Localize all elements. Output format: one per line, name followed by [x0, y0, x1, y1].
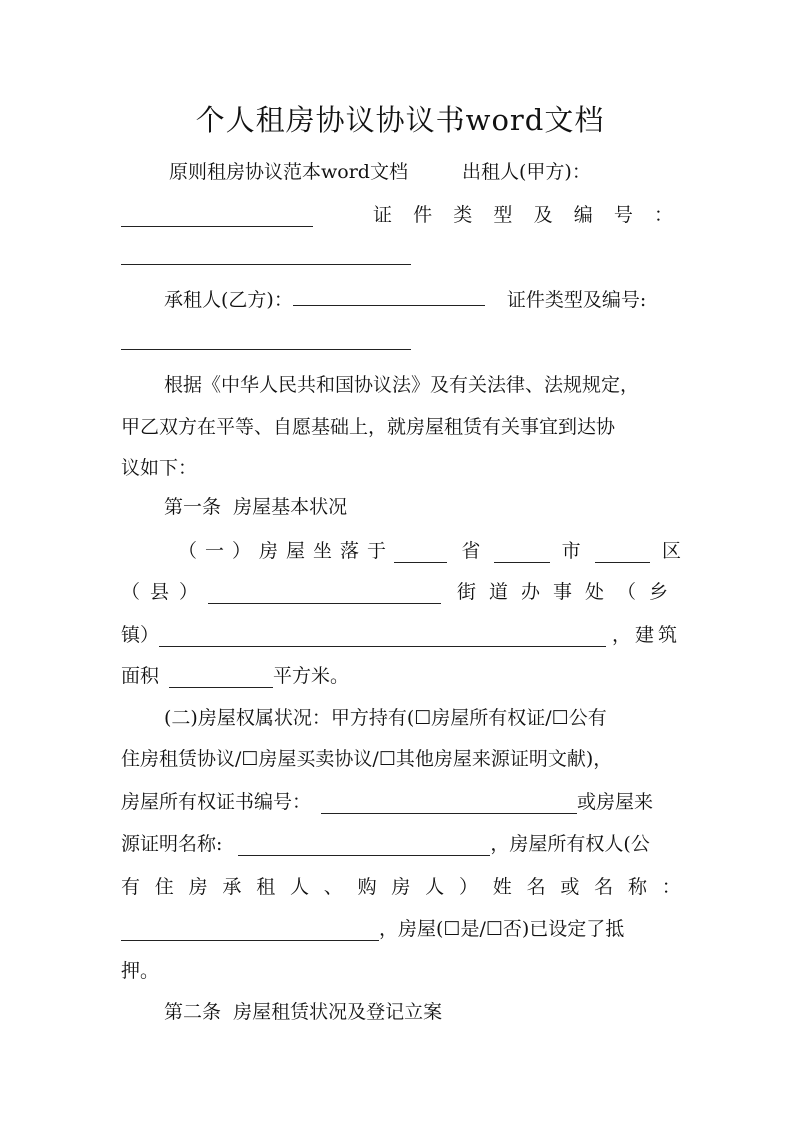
city-blank	[494, 544, 549, 563]
building-label: ，建筑	[611, 624, 681, 646]
id-char: 号	[613, 204, 633, 226]
lessee-label: 承租人(乙方)：	[164, 289, 293, 311]
line5-char: ：	[661, 876, 681, 898]
item2-line-4	[121, 832, 681, 856]
document-title: 个人租房协议协议书word文档	[195, 103, 605, 137]
lessor-id-blank	[121, 263, 411, 265]
preamble-line-1	[121, 373, 681, 397]
district-blank	[595, 544, 650, 563]
district-label: 区	[661, 540, 681, 562]
lessor-id-label	[373, 203, 673, 227]
item2-line-3	[121, 790, 681, 814]
line5-char: 房	[188, 876, 208, 898]
lessee-id-blank	[121, 348, 411, 350]
or-source-label: 或房屋来	[577, 791, 654, 813]
area-label: 面积	[121, 665, 160, 687]
owner-name-blank	[121, 922, 379, 941]
id-char: 及	[533, 204, 553, 226]
lessor-id-line	[121, 203, 681, 227]
item2-line-5	[121, 875, 681, 899]
id-char: 型	[493, 204, 513, 226]
county-label: （县）	[121, 581, 209, 603]
mortgage-text: ，房屋(☐是/☐否)已设定了抵	[379, 918, 625, 940]
province-blank	[394, 544, 447, 563]
area-unit: 平方米。	[273, 665, 350, 687]
line5-char: 、	[323, 876, 343, 898]
article2-heading-text: 第二条 房屋租赁状况及登记立案	[164, 1001, 443, 1023]
line5-char: ）	[458, 876, 478, 898]
source-name-label: 源证明名称:	[121, 833, 223, 855]
intro-line	[121, 160, 681, 184]
line5-char: 名	[594, 876, 614, 898]
street-office-label: 街道办事处（乡	[456, 581, 681, 603]
location-prefix: （一）房屋坐落于	[178, 540, 395, 562]
id-char: 证	[373, 204, 393, 226]
preamble-line-2: 甲乙双方在平等、自愿基础上，就房屋租赁有关事宜到达协	[121, 416, 616, 438]
lessee-id-label: 证件类型及编号:	[506, 289, 647, 311]
id-char: 类	[453, 204, 473, 226]
line5-char: 或	[560, 876, 580, 898]
lessee-line	[121, 287, 681, 312]
city-label: 市	[561, 540, 581, 562]
item1-line-4	[121, 664, 681, 688]
province-label: 省	[461, 540, 481, 562]
line5-char: 购	[357, 876, 377, 898]
item2-line-7: 押。	[121, 960, 160, 982]
id-char: 件	[413, 204, 433, 226]
line5-char: 租	[256, 876, 276, 898]
cert-number-label: 房屋所有权证书编号：	[121, 791, 312, 813]
article2-heading	[121, 1000, 681, 1024]
line5-char: 承	[222, 876, 242, 898]
article1-heading	[121, 495, 681, 519]
preamble-line-3: 议如下：	[121, 457, 198, 479]
source-name-blank	[238, 837, 490, 856]
article1-heading-text: 第一条 房屋基本状况	[164, 496, 348, 518]
item2-line-2: 住房租赁协议/☐房屋买卖协议/☐其他房屋来源证明文献)，	[121, 748, 613, 770]
area-blank	[169, 669, 273, 688]
street-blank	[208, 585, 441, 604]
id-char: ：	[653, 204, 673, 226]
line5-char: 房	[391, 876, 411, 898]
town-label: 镇）	[121, 624, 160, 646]
line5-char: 名	[526, 876, 546, 898]
line5-char: 人	[289, 876, 309, 898]
id-char: 编	[573, 204, 593, 226]
line5-char: 有	[121, 876, 141, 898]
lessee-name-blank	[293, 287, 485, 306]
item1-line-1	[121, 539, 681, 563]
line5-char: 姓	[492, 876, 512, 898]
owner-label: ，房屋所有权人(公	[490, 833, 650, 855]
line5-char: 住	[154, 876, 174, 898]
lessor-name-blank	[121, 208, 313, 227]
cert-number-blank	[321, 795, 577, 814]
ownership-text: (二)房屋权属状况：甲方持有(☐房屋所有权证/☐公有	[164, 707, 607, 729]
line5-char: 人	[425, 876, 445, 898]
item1-line-2	[121, 580, 681, 604]
doc-name: 原则租房协议范本word文档	[169, 161, 408, 183]
line5-char: 称	[627, 876, 647, 898]
item2-line-6	[121, 917, 681, 941]
lessor-label: 出租人(甲方)：	[462, 161, 591, 183]
address-blank	[159, 628, 606, 647]
preamble-text: 根据《中华人民共和国协议法》及有关法律、法规规定，	[164, 374, 640, 396]
item1-line-3	[121, 623, 681, 647]
item2-line-1	[121, 706, 681, 730]
